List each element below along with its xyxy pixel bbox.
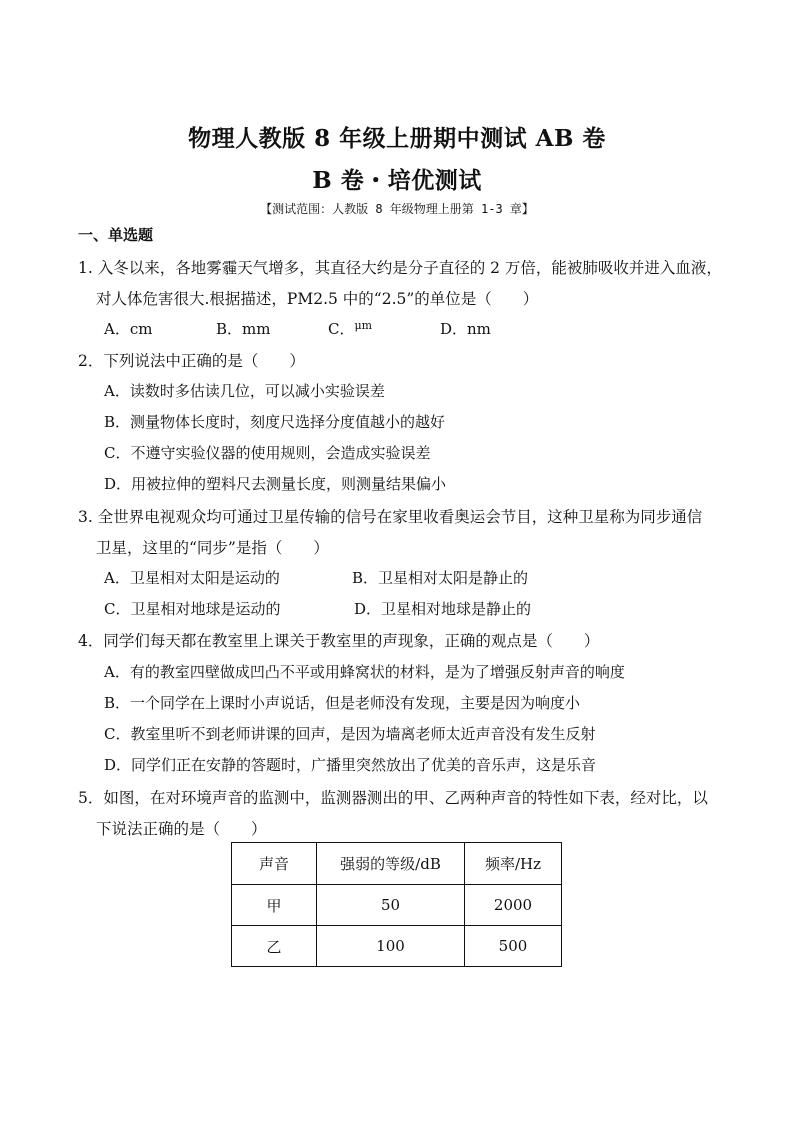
table-header-level: 强弱的等级/dB <box>317 843 465 885</box>
question-2-line-1: 2．下列说法中正确的是（ ） <box>78 352 305 370</box>
test-scope: 【测试范围：人教版 8 年级物理上册第 1-3 章】 <box>260 202 534 216</box>
table-row <box>232 885 562 926</box>
question-2-option-a: A．读数时多估读几位，可以减小实验误差 <box>104 382 385 400</box>
question-4-line-1: 4．同学们每天都在教室里上课关于教室里的声现象，正确的观点是（ ） <box>78 632 600 650</box>
table-cell: 100 <box>317 926 465 967</box>
question-1-option-a: A．cm <box>104 320 153 338</box>
question-1-option-b: B．mm <box>216 320 271 338</box>
question-3-option-c: C．卫星相对地球是运动的 <box>104 600 281 618</box>
table-cell: 500 <box>465 926 562 967</box>
question-3-option-b: B．卫星相对太阳是静止的 <box>352 569 529 587</box>
question-4-option-a: A．有的教室四壁做成凹凸不平或用蜂窝状的材料，是为了增强反射声音的响度 <box>104 663 625 681</box>
sound-data-table <box>231 842 562 967</box>
question-3-line-1: 3. 全世界电视观众均可通过卫星传输的信号在家里收看奥运会节目，这种卫星称为同步通信 <box>78 508 703 526</box>
table-row <box>232 926 562 967</box>
question-2-option-d: D．用被拉伸的塑料尺去测量长度，则测量结果偏小 <box>104 475 447 493</box>
question-5-line-1: 5．如图，在对环境声音的监测中，监测器测出的甲、乙两种声音的特性如下表，经对比，以 <box>78 789 708 807</box>
question-2-option-c: C．不遵守实验仪器的使用规则，会造成实验误差 <box>104 444 431 462</box>
table-cell: 甲 <box>232 885 317 926</box>
question-4-option-d: D．同学们正在安静的答题时，广播里突然放出了优美的音乐声，这是乐音 <box>104 756 597 774</box>
question-4-option-c: C．教室里听不到老师讲课的回声，是因为墙离老师太近声音没有发生反射 <box>104 725 596 743</box>
table-header-frequency: 频率/Hz <box>465 843 562 885</box>
question-3-option-a: A．卫星相对太阳是运动的 <box>104 569 280 587</box>
table-cell: 2000 <box>465 885 562 926</box>
question-1-option-c <box>328 318 372 339</box>
question-1-option-d: D．nm <box>440 320 491 338</box>
exam-subtitle: B 卷・培优测试 <box>312 167 482 194</box>
question-2-option-b: B．测量物体长度时，刻度尺选择分度值越小的越好 <box>104 413 446 431</box>
table-cell: 乙 <box>232 926 317 967</box>
micrometer-unit: μm <box>354 319 373 332</box>
question-5-line-2: 下说法正确的是（ ） <box>96 820 267 838</box>
table-header-row <box>232 843 562 885</box>
question-1-line-2: 对人体危害很大.根据描述，PM2.5 中的“2.5”的单位是（ ） <box>96 290 539 308</box>
section-heading: 一、单选题 <box>78 226 154 244</box>
question-1-line-1: 1. 入冬以来，各地雾霾天气增多，其直径大约是分子直径的 2 万倍，能被肺吸收并进入血液， <box>78 259 722 277</box>
exam-title: 物理人教版 8 年级上册期中测试 AB 卷 <box>188 125 606 152</box>
question-1-option-c-label: C． <box>328 320 355 338</box>
question-3-option-d: D．卫星相对地球是静止的 <box>354 600 532 618</box>
question-3-line-2: 卫星，这里的“同步”是指（ ） <box>96 539 329 557</box>
table-cell: 50 <box>317 885 465 926</box>
question-4-option-b: B．一个同学在上课时小声说话，但是老师没有发现，主要是因为响度小 <box>104 694 581 712</box>
table-header-sound: 声音 <box>232 843 317 885</box>
